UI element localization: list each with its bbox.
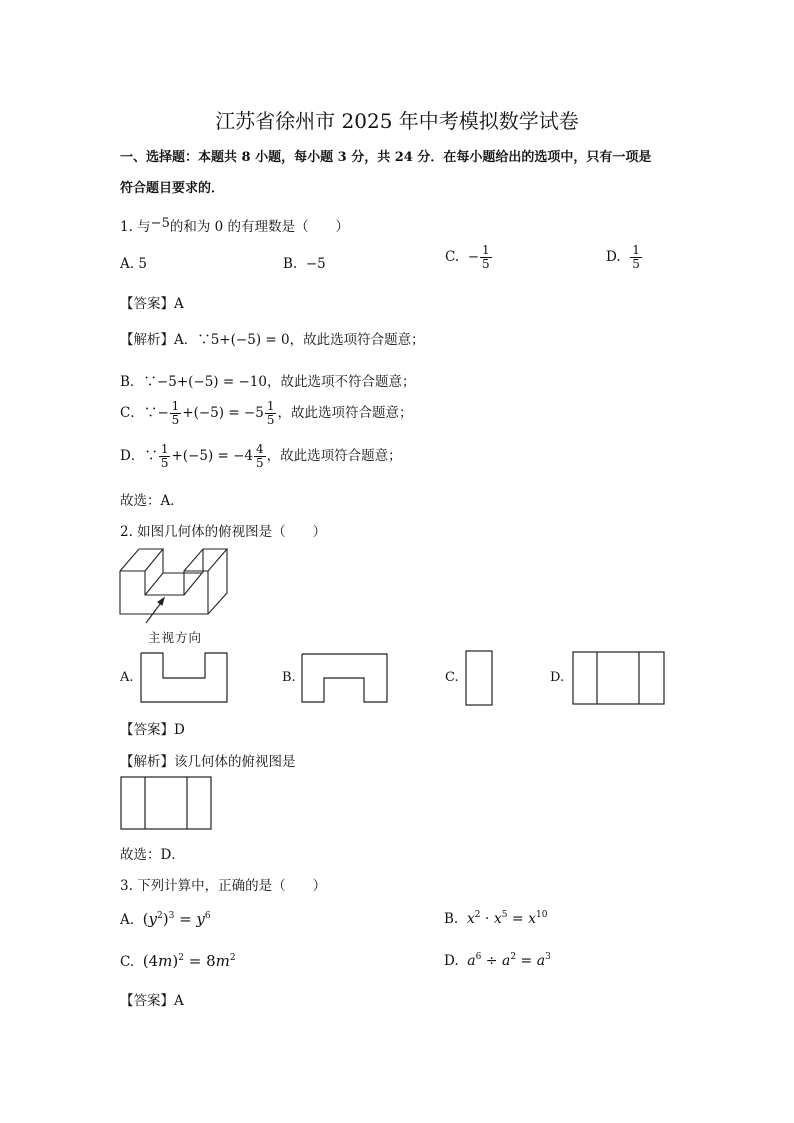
analysis-tag: 【解析】 <box>120 332 174 348</box>
q3-option-c-expression: $(4m)^2 = 8m^2$ <box>142 952 236 970</box>
q1-option-c-label: C. <box>445 249 460 265</box>
page-title: 江苏省徐州市 2025 年中考模拟数学试卷 <box>215 109 579 133</box>
q1-line-a-expr: A．∵5+(−5) = 0 <box>174 332 290 348</box>
q1-line-d-mixed-fraction <box>254 443 266 470</box>
q1-line-a-conclusion: ，故此选项符合题意； <box>289 332 425 348</box>
q1-line-c-fraction <box>170 400 182 427</box>
q1-option-c-sign: − <box>467 249 480 265</box>
q1-line-b-conclusion: ，故此选项不符合题意； <box>266 374 416 390</box>
q3-option-b <box>444 910 547 927</box>
q1-option-d-label: D. <box>606 249 621 265</box>
q1-line-c-mid: +(−5) = −5 <box>182 405 264 421</box>
q3-option-a-expression: $(y^2)^3 = y^6$ <box>142 910 211 928</box>
q1-line-c-prefix: C．∵− <box>120 405 169 421</box>
q1-stem-suffix: 的和为 0 的有理数是（ ） <box>169 219 350 235</box>
question-3-stem: 3. 下列计算中，正确的是（ ） <box>120 878 327 894</box>
q2-analysis: 【解析】该几何体的俯视图是 <box>120 754 296 770</box>
q1-option-b <box>283 256 326 272</box>
q1-analysis-line-b <box>120 370 415 390</box>
q1-line-d-mid: +(−5) = −4 <box>171 448 254 464</box>
q2-analysis-figure <box>120 776 215 832</box>
q1-analysis-line-c <box>120 400 412 427</box>
fraction-denominator: 5 <box>482 257 490 271</box>
section-heading-line2: 符合题目要求的． <box>120 181 225 196</box>
q3-option-d-expression: $a^6 \div a^2 = a^3$ <box>467 952 551 969</box>
section-heading-line1: 一、选择题：本题共 8 小题，每小题 3 分，共 24 分．在每小题给出的选项中，只有一项是 <box>120 150 652 165</box>
fraction-numerator: 1 <box>266 399 275 413</box>
q3-option-b-label: B. <box>444 911 459 927</box>
fraction-denominator: 5 <box>171 413 180 427</box>
q1-line-c-conclusion: ，故此选项符合题意； <box>277 405 413 421</box>
q1-option-c-fraction <box>480 244 492 271</box>
q1-line-c-mixed-fraction <box>265 400 277 427</box>
q1-choose: 故选：A． <box>120 493 184 509</box>
q3-answer: 【答案】A <box>120 993 184 1009</box>
question-1-stem <box>120 215 349 235</box>
q1-stem-number: −5 <box>150 216 170 231</box>
q1-line-d-prefix: D．∵ <box>120 448 158 464</box>
fraction-numerator: 1 <box>632 243 640 257</box>
q2-option-b-label: B. <box>282 670 296 685</box>
q2-answer: 【答案】D <box>120 722 185 738</box>
q3-option-a-label: A. <box>120 912 135 928</box>
q3-option-c-label: C. <box>120 954 135 970</box>
q3-option-c <box>120 952 236 970</box>
fraction-denominator: 5 <box>160 456 169 470</box>
q2-option-c-label: C. <box>445 670 459 685</box>
q2-option-d-figure <box>572 651 667 707</box>
fraction-numerator: 1 <box>160 442 169 456</box>
q1-option-b-value: −5 <box>305 256 326 272</box>
q2-option-a-label: A. <box>120 670 134 685</box>
question-2-stem: 2. 如图几何体的俯视图是（ ） <box>120 524 327 540</box>
q1-option-c <box>445 244 493 271</box>
q1-option-a: A. 5 <box>120 256 147 272</box>
q2-option-b-figure <box>301 653 391 705</box>
q3-option-b-expression: $x^2 \cdot x^5 = x^{10}$ <box>466 910 548 927</box>
q3-option-d-label: D. <box>444 953 459 969</box>
q1-line-d-conclusion: ，故此选项符合题意； <box>266 448 402 464</box>
fraction-numerator: 1 <box>482 243 490 257</box>
view-direction-label: 主视方向 <box>148 630 203 645</box>
fraction-numerator: 4 <box>256 442 264 456</box>
q1-option-b-label: B. <box>283 256 298 272</box>
q3-option-a <box>120 910 211 928</box>
q1-analysis-line-a <box>120 328 425 348</box>
fraction-denominator: 5 <box>266 413 275 427</box>
fraction-denominator: 5 <box>256 456 264 470</box>
fraction-numerator: 1 <box>171 399 180 413</box>
q1-stem-prefix: 1. 与 <box>120 219 151 235</box>
q1-line-d-fraction <box>159 443 171 470</box>
q1-analysis-line-d <box>120 443 402 470</box>
q2-option-c-figure <box>465 650 495 708</box>
q1-answer: 【答案】A <box>120 296 184 312</box>
fraction-denominator: 5 <box>632 257 640 271</box>
q3-option-d <box>444 952 551 969</box>
q1-option-d-fraction <box>630 244 642 271</box>
q2-option-a-figure <box>140 652 230 704</box>
q1-option-d <box>606 244 643 271</box>
q1-line-b-expr: B．∵−5+(−5) = −10 <box>120 374 267 390</box>
q2-option-d-label: D. <box>550 670 565 685</box>
q2-choose: 故选：D． <box>120 847 185 863</box>
